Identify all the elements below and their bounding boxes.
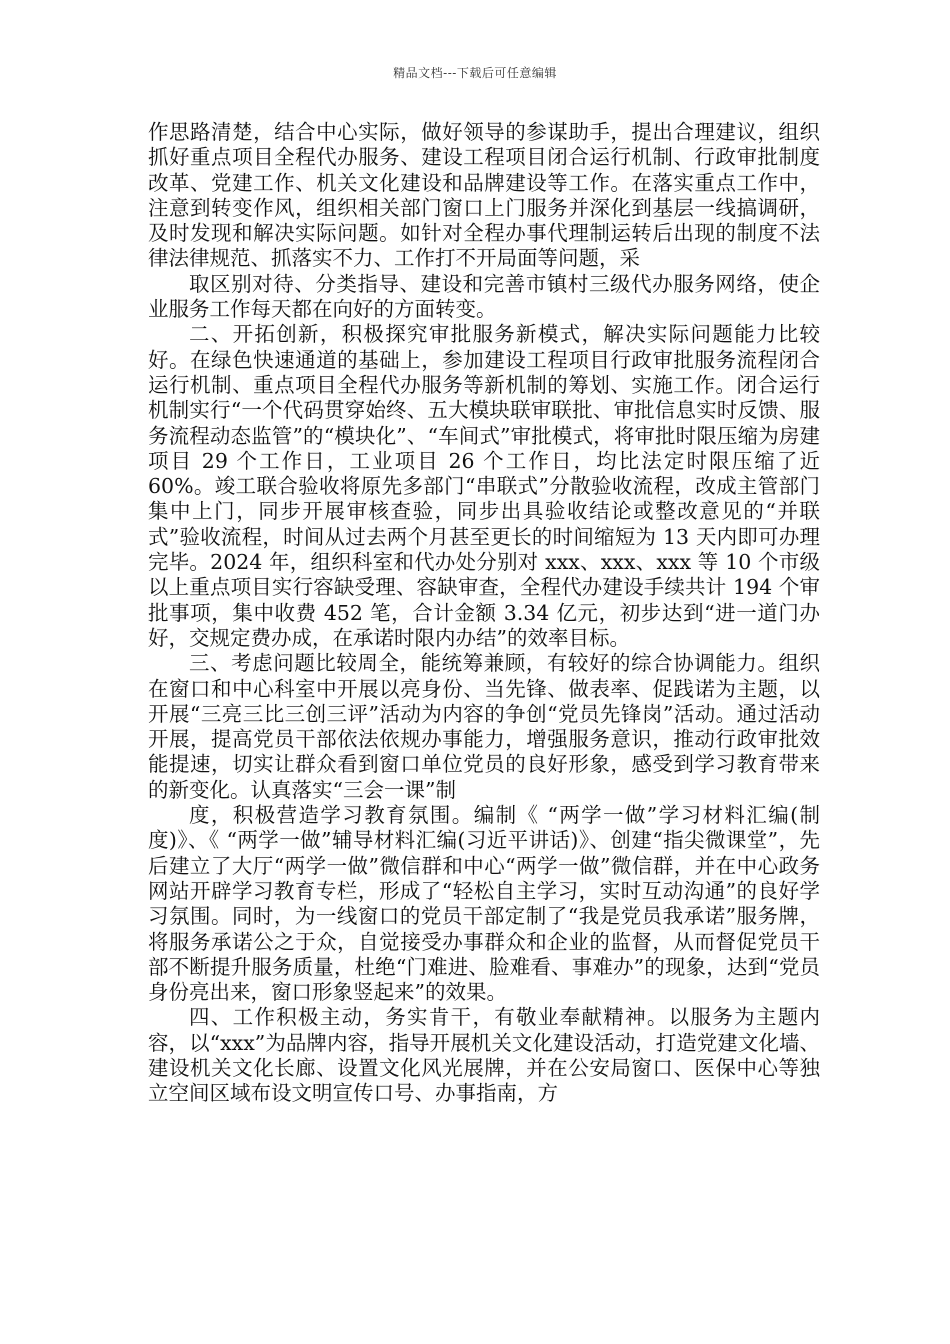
paragraph-1: 作思路清楚，结合中心实际，做好领导的参谋助手，提出合理建议，组织抓好重点项目全程代办服务、建设工程项目闭合运行机制、行政审批制度改革、党建工作、机关文化建设和品牌建设等工作。在落实重点工作中，注意到转变作风，组织相关部门窗口上门服务并深化到基层一线搞调研，及时发现和解决实际问题。如针对全程办事代理制运转后出现的制度不法律法律规范、抓落实不力、工作打不开局面等问题，采	[148, 120, 820, 271]
paragraph-4: 三、考虑问题比较周全，能统筹兼顾，有较好的综合协调能力。组织在窗口和中心科室中开展以亮身份、当先锋、做表率、促践诺为主题，以开展“三亮三比三创三评”活动为内容的争创“党员先锋岗”活动。通过活动开展，提高党员干部依法依规办事能力，增强服务意识，推动行政审批效能提速，切实让群众看到窗口单位党员的良好形象，感受到学习教育带来的新变化。认真落实“三会一课”制	[148, 651, 820, 802]
document-body	[148, 120, 820, 1107]
page-header: 精品文档---下载后可任意编辑	[393, 66, 557, 80]
paragraph-2: 取区别对待、分类指导、建设和完善市镇村三级代办服务网络，使企业服务工作每天都在向好的方面转变。	[148, 271, 820, 322]
paragraph-3: 二、开拓创新，积极探究审批服务新模式，解决实际问题能力比较好。在绿色快速通道的基础上，参加建设工程项目行政审批服务流程闭合运行机制、重点项目全程代办服务等新机制的筹划、实施工作。闭合运行机制实行“一个代码贯穿始终、五大模块联审联批、审批信息实时反馈、服务流程动态监管”的“模块化”、“车间式”审批模式，将审批时限压缩为房建项目 29 个工作日，工业项目 26 个工作日，均比法定时限压缩了近 60%。竣工联合验收将原先多部门“串联式”分散验收流程，改成主管部门集中上门，同步开展审核查验，同步出具验收结论或整改意见的“并联式”验收流程，时间从过去两个月甚至更长的时间缩短为 13 天内即可办理完毕。2024 年，组织科室和代办处分别对 xxx、xxx、xxx 等 10 个市级以上重点项目实行容缺受理、容缺审查，全程代办建设手续共计 194 个审批事项，集中收费 452 笔，合计金额 3.34 亿元，初步达到“进一道门办好，交规定费办成，在承诺时限内办结”的效率目标。	[148, 322, 820, 650]
paragraph-6: 四、工作积极主动，务实肯干，有敬业奉献精神。以服务为主题内容，以“xxx”为品牌内容，指导开展机关文化建设活动，打造党建文化墙、建设机关文化长廊、设置文化风光展牌，并在公安局窗口、医保中心等独立空间区域布设文明宣传口号、办事指南，方	[148, 1005, 820, 1106]
paragraph-5: 度，积极营造学习教育氛围。编制《 “两学一做”学习材料汇编(制度)》、《 “两学一做”辅导材料汇编(习近平讲话)》、创建“指尖微课堂”，先后建立了大厅“两学一做”微信群和中心“两学一做”微信群，并在中心政务网站开辟学习教育专栏，形成了“轻松自主学习，实时互动沟通”的良好学习氛围。同时，为一线窗口的党员干部定制了“我是党员我承诺”服务牌，将服务承诺公之于众，自觉接受办事群众和企业的监督，从而督促党员干部不断提升服务质量，杜绝“门难进、脸难看、事难办”的现象，达到“党员身份亮出来，窗口形象竖起来”的效果。	[148, 803, 820, 1005]
